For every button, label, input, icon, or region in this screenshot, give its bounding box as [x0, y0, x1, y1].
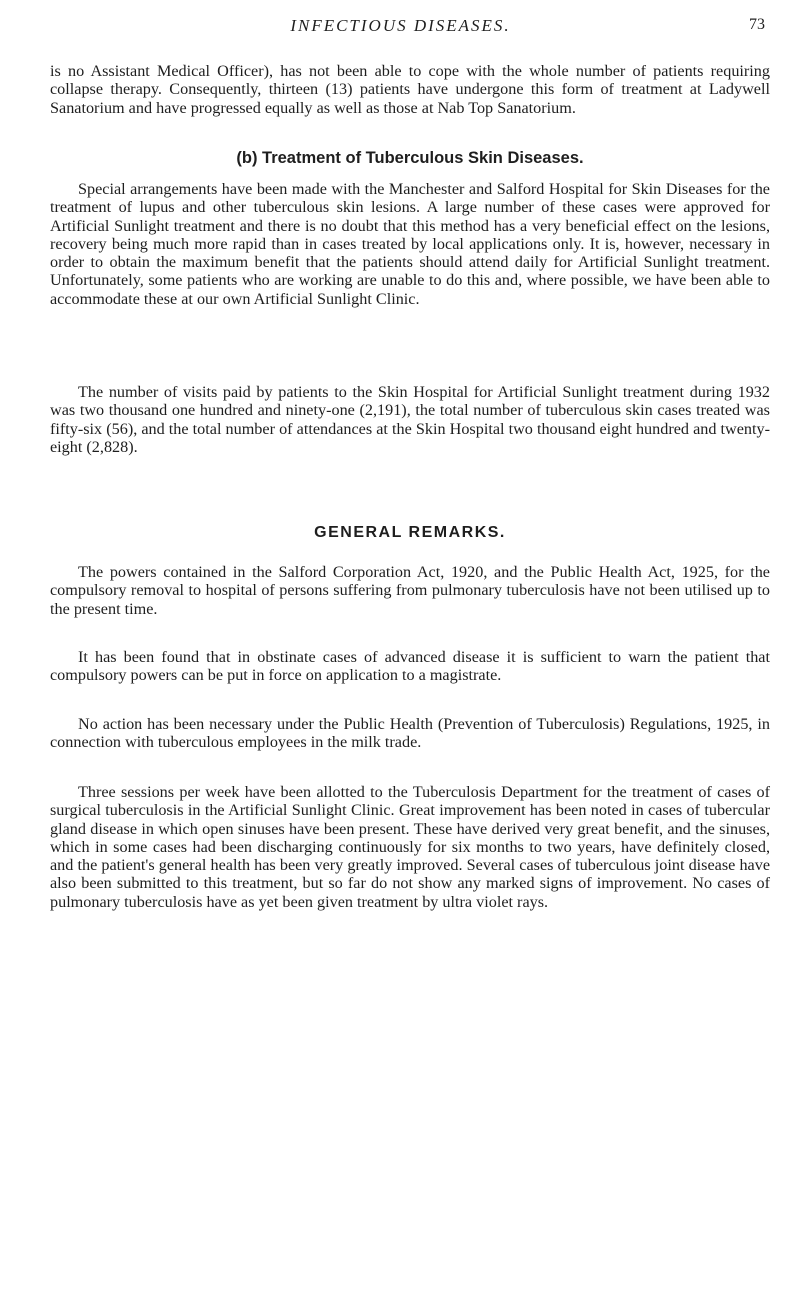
paragraph-text: The powers contained in the Salford Corporation Act, 1920, and the Public Health Act, 1925, for the compulsory removal to hospital of persons suffering from pulmonary tuberculosis have not been utilised up to the present time. — [50, 563, 770, 618]
page-header — [0, 16, 801, 46]
page-number: 73 — [749, 16, 765, 33]
paragraph-text: Three sessions per week have been allotted to the Tuberculosis Department for the treatment of cases of surgical tuberculosis in the Artificial Sunlight Clinic. Great improvement has been noted in cases of tubercular gland disease in which open sinuses have been present. These have derived very great benefit, and the sinuses, which in some cases had been discharging continuously for six months to two years, have definitely closed, and the patient's general health has been very greatly improved. Several cases of tuberculous joint disease have also been submitted to this treatment, but so far do not show any marked signs of improvement. No cases of pulmonary tuberculosis have as yet been given treatment by ultra violet rays. — [50, 783, 770, 911]
paragraph-text: The number of visits paid by patients to the Skin Hospital for Artificial Sunlight treatment during 1932 was two thousand one hundred and ninety-one (2,191), the total number of tuberculous skin cases treated was fifty-six (56), and the total number of attendances at the Skin Hospital two thousand eight hundred and twenty-eight (2,828). — [50, 383, 770, 456]
paragraph-text: Special arrangements have been made with the Manchester and Salford Hospital for Skin Diseases for the treatment of lupus and other tuberculous skin lesions. A large number of these cases were approved for Artificial Sunlight treatment and there is no doubt that this method has a very beneficial effect on the lesions, recovery being much more rapid than in cases treated by local applications only. It is, however, necessary in order to obtain the maximum benefit that the patients should attend daily for Artificial Sunlight treatment. Unfortunately, some patients who are working are unable to do this and, where possible, we have been able to accommodate these at our own Artificial Sunlight Clinic. — [50, 180, 770, 308]
general-remarks-heading: GENERAL REMARKS. — [314, 524, 506, 541]
paragraph-milk-trade — [50, 715, 770, 752]
running-head: INFECTIOUS DISEASES. — [290, 16, 511, 35]
paragraph-text: No action has been necessary under the Public Health (Prevention of Tuberculosis) Regulations, 1925, in connection with tuberculous employees in the milk trade. — [50, 715, 770, 752]
paragraph-text: is no Assistant Medical Officer), has not been able to cope with the whole number of patients requiring collapse therapy. Consequently, thirteen (13) patients have undergone this form of treatment at Ladywell Sanatorium and have progressed equally as well as those at Nab Top Sanatorium. — [50, 62, 770, 117]
paragraph-obstinate-cases — [50, 648, 770, 685]
section-heading-skin-diseases: (b) Treatment of Tuberculous Skin Diseases. — [236, 149, 584, 167]
paragraph-special-arrangements — [50, 180, 770, 308]
paragraph-sunlight-sessions — [50, 783, 770, 911]
paragraph-collapse-therapy — [50, 62, 770, 117]
paragraph-text: It has been found that in obstinate cases of advanced disease it is sufficient to warn the patient that compulsory powers can be put in force on application to a magistrate. — [50, 648, 770, 685]
paragraph-skin-hospital-visits — [50, 383, 770, 456]
paragraph-compulsory-removal — [50, 563, 770, 618]
